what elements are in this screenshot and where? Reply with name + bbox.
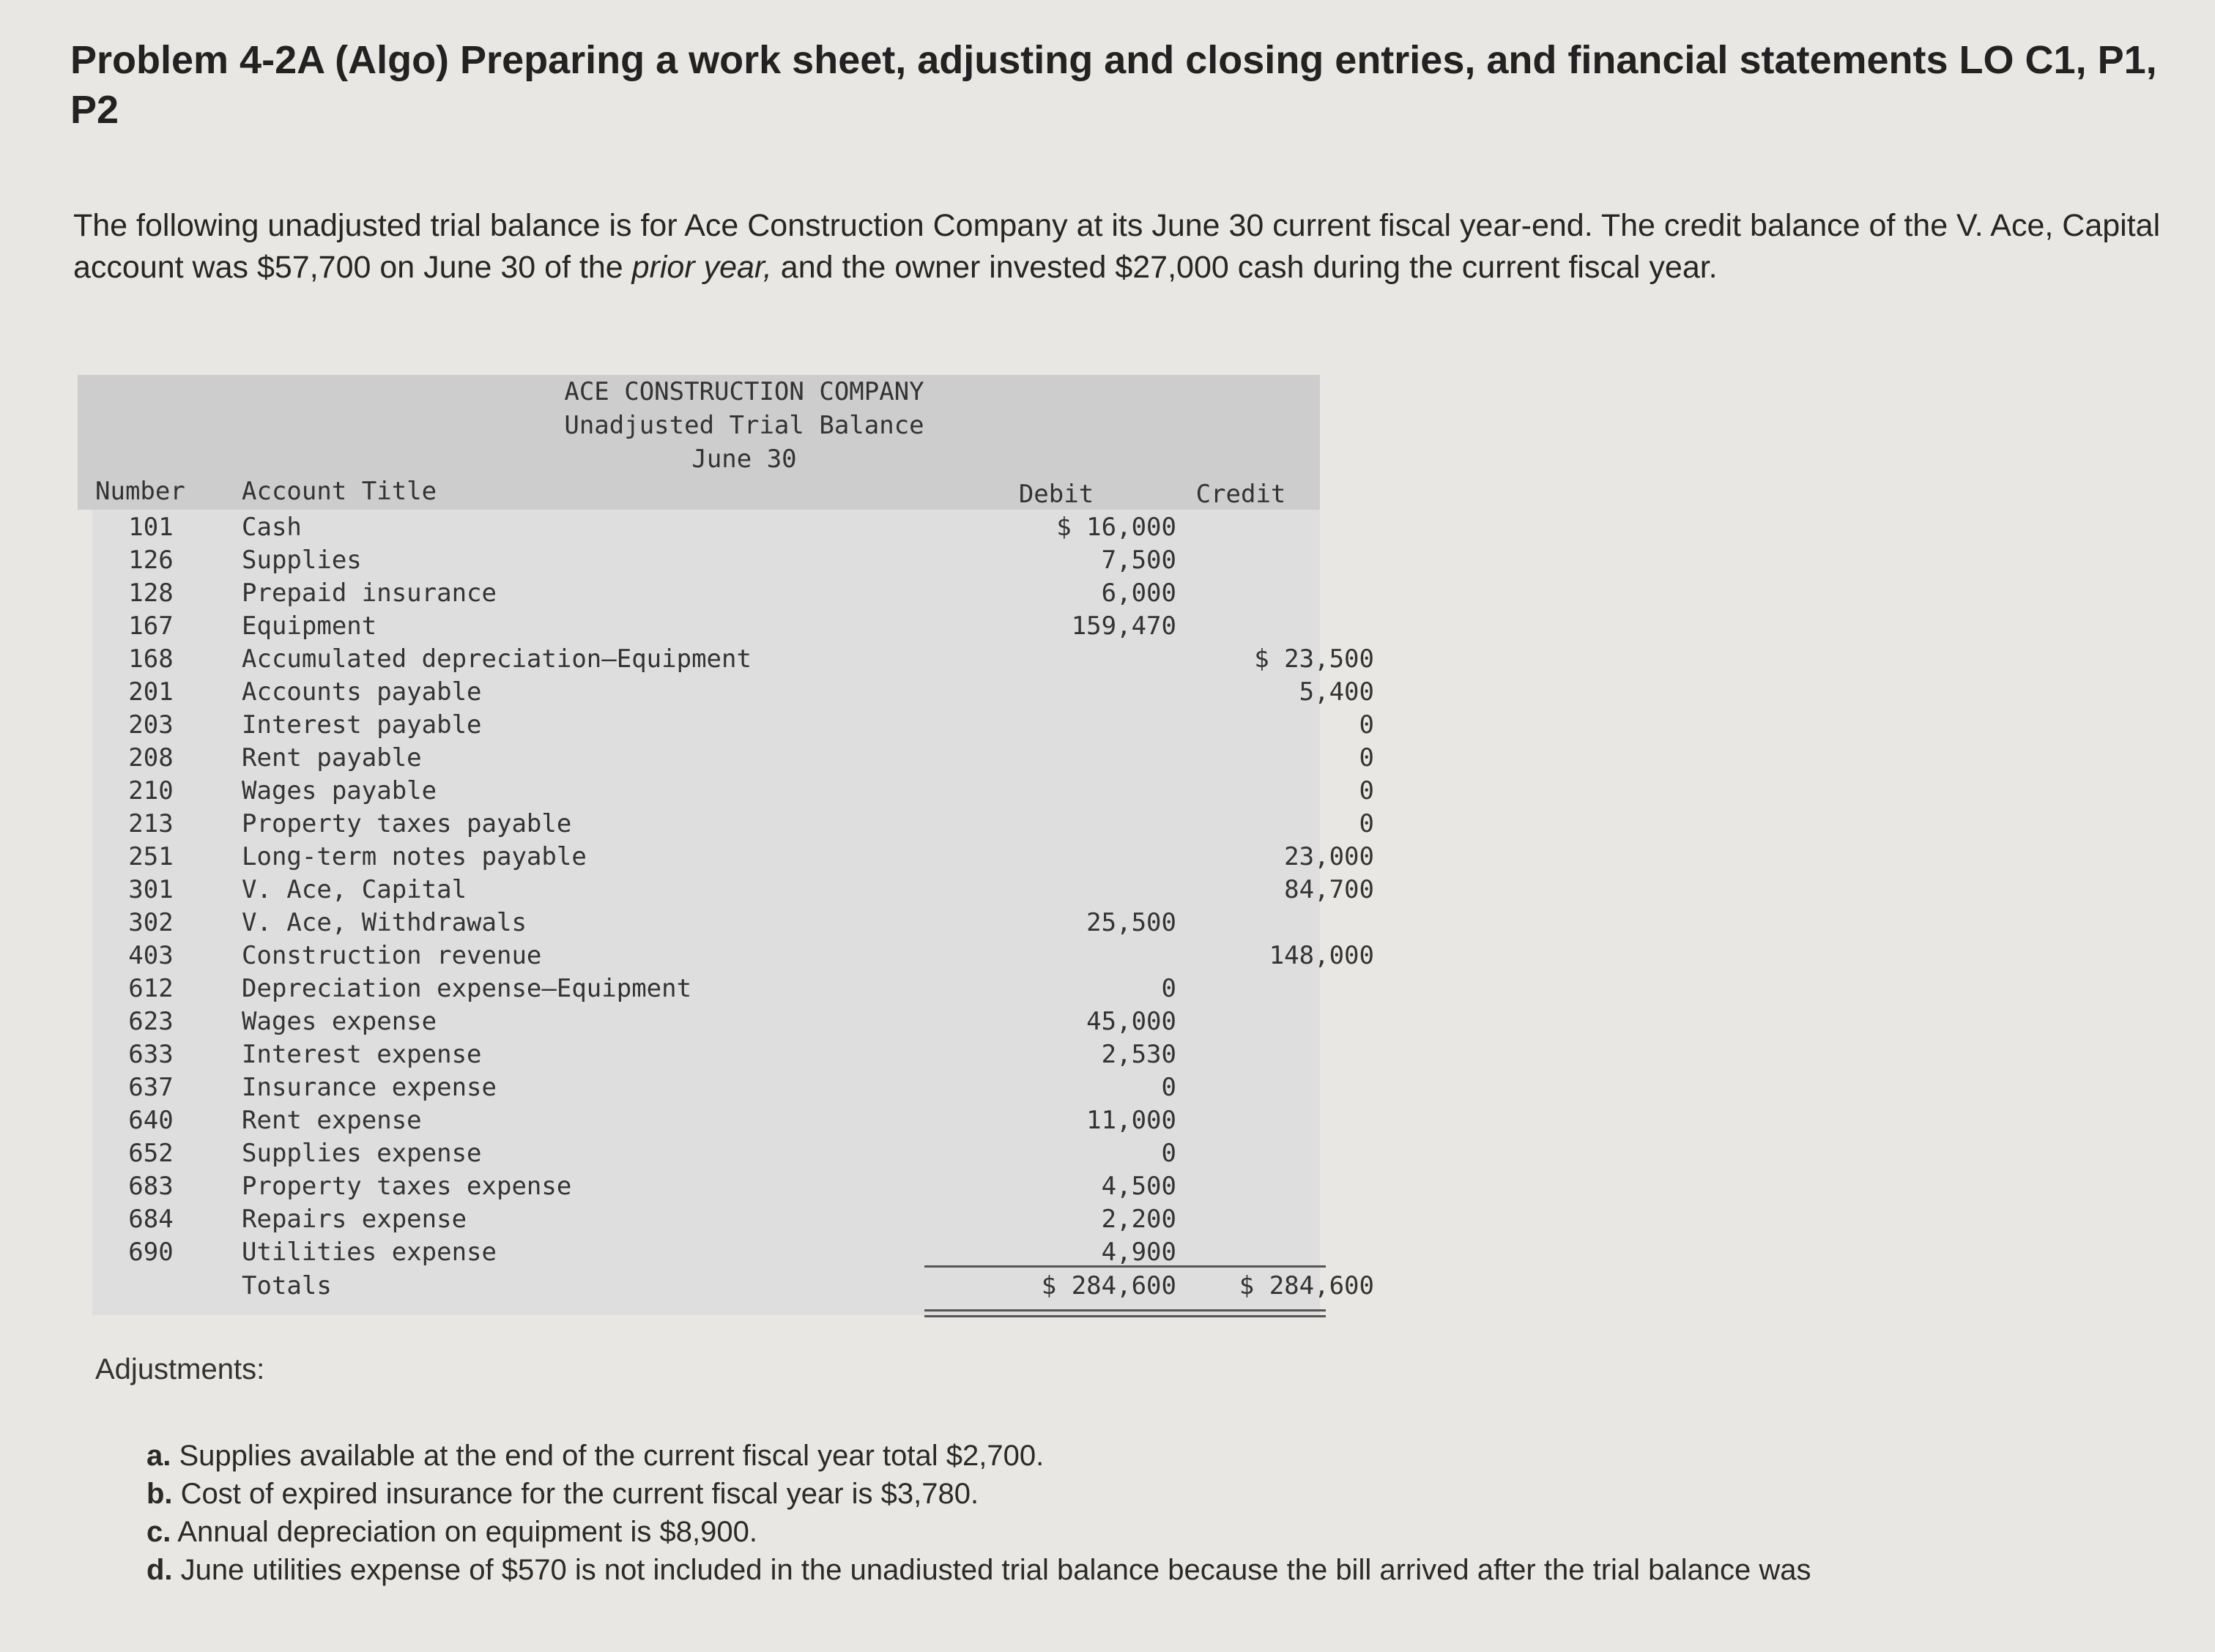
company-name: ACE CONSTRUCTION COMPANY [564,377,924,406]
account-number: 201 [128,677,174,707]
account-number: 302 [128,908,174,937]
adjustment-item [146,1475,2183,1513]
account-title: V. Ace, Withdrawals [242,908,527,937]
credit-amount: 23,000 [1284,842,1374,871]
table-row [78,1071,1320,1104]
debit-amount: 2,200 [1101,1205,1176,1234]
debit-amount: 2,530 [1101,1040,1176,1069]
table-row [78,676,1374,709]
account-number: 623 [128,1007,174,1036]
adjustments-list [146,1437,2183,1589]
adjustment-letter: b. [146,1478,173,1510]
totals-top-rule [924,1265,1326,1268]
account-number: 637 [128,1073,174,1102]
account-number: 210 [128,776,174,805]
account-title: Depreciation expense—Equipment [242,974,692,1003]
table-row [78,1203,1320,1236]
debit-amount: 45,000 [1086,1007,1176,1036]
credit-amount: 0 [1359,743,1374,773]
debit-amount: 25,500 [1086,908,1176,937]
credit-amount: 0 [1359,710,1374,740]
totals-double-rule-2 [924,1315,1326,1317]
account-number: 633 [128,1040,174,1069]
account-title: Interest payable [242,710,482,740]
account-title: Supplies [242,546,362,575]
table-row [78,1236,1320,1269]
account-title: Insurance expense [242,1073,497,1102]
adjustments-label: Adjustments: [95,1353,265,1385]
statement-name: Unadjusted Trial Balance [564,411,924,440]
table-row [78,874,1374,907]
table-row [78,709,1374,742]
account-number: 168 [128,644,174,674]
table-row [78,1104,1320,1137]
table-row [78,1170,1320,1203]
table-row [78,972,1320,1005]
account-title: Property taxes payable [242,809,572,838]
credit-amount: $ 23,500 [1254,644,1374,674]
account-number: 213 [128,809,174,838]
table-row [78,808,1374,841]
table-row [78,742,1374,775]
account-number: 203 [128,710,174,740]
column-header-credit: Credit [1195,480,1286,509]
intro-emphasis: prior year, [631,250,772,285]
debit-amount: 4,500 [1101,1172,1176,1201]
intro-text-after: and the owner invested $27,000 cash during the current fiscal year. [771,250,1718,285]
trial-balance-table [78,375,1374,1320]
account-number: 652 [128,1139,174,1168]
table-row [78,841,1374,874]
account-number: 128 [128,578,174,608]
table-row [78,1038,1320,1071]
adjustment-text: Supplies available at the end of the current fiscal year total $2,700. [179,1440,1045,1472]
table-row [78,544,1320,577]
column-header-number: Number [95,477,185,506]
account-number: 167 [128,611,174,641]
intro-text-before: The following unadjusted trial balance is for Ace Construction Company at its June 30 current fiscal year-end. The credit balance of the V. Ace, Capital account was $57,700 on June 30 of the [73,208,2161,285]
adjustment-letter: c. [146,1516,171,1548]
table-row [78,1137,1320,1170]
adjustment-letter: a. [146,1440,171,1472]
totals-double-rule-1 [924,1309,1326,1311]
account-title: Property taxes expense [242,1172,572,1201]
debit-amount: 11,000 [1086,1106,1176,1135]
account-number: 640 [128,1106,174,1135]
adjustment-text: June utilities expense of $570 is not included in the unadiusted trial balance because the bill arrived after the trial balance was [180,1554,1811,1586]
credit-amount: 0 [1359,776,1374,805]
account-title: Rent payable [242,743,422,773]
account-number: 612 [128,974,174,1003]
debit-amount: 6,000 [1101,578,1176,608]
account-number: 690 [128,1238,174,1267]
adjustment-letter: d. [146,1554,173,1586]
table-row [78,907,1320,940]
debit-amount: 159,470 [1071,611,1176,641]
account-number: 251 [128,842,174,871]
column-header-account: Account Title [242,477,437,506]
account-number: 684 [128,1205,174,1234]
credit-amount: 0 [1359,809,1374,838]
account-title: Repairs expense [242,1205,467,1234]
account-title: Wages expense [242,1007,437,1036]
table-row [78,940,1374,972]
adjustment-item [146,1437,2183,1475]
problem-intro [73,205,2168,289]
account-number: 683 [128,1172,174,1201]
account-title: Cash [242,513,302,542]
table-row [78,775,1374,808]
account-title: Rent expense [242,1106,422,1135]
debit-amount: 0 [1161,1139,1176,1168]
totals-label: Totals [242,1271,332,1301]
table-row [78,1005,1320,1038]
account-number: 101 [128,513,174,542]
adjustment-item [146,1513,2183,1551]
account-title: Supplies expense [242,1139,482,1168]
account-number: 208 [128,743,174,773]
account-title: V. Ace, Capital [242,875,467,904]
problem-title: Problem 4-2A (Algo) Preparing a work sheet, adjusting and closing entries, and financial statements LO C1, P1, P2 [70,38,2157,132]
table-row [78,511,1320,544]
table-row [78,643,1374,676]
adjustment-text: Annual depreciation on equipment is $8,900. [177,1516,757,1548]
adjustment-item [146,1551,2183,1589]
totals-credit: $ 284,600 [1239,1271,1374,1301]
debit-amount: 7,500 [1101,546,1176,575]
debit-amount: 0 [1161,974,1176,1003]
credit-amount: 84,700 [1284,875,1374,904]
debit-amount: 0 [1161,1073,1176,1102]
account-number: 301 [128,875,174,904]
account-title: Long-term notes payable [242,842,587,871]
credit-amount: 5,400 [1299,677,1374,707]
account-title: Equipment [242,611,377,641]
account-title: Utilities expense [242,1238,497,1267]
account-title: Construction revenue [242,941,542,970]
account-title: Wages payable [242,776,437,805]
account-title: Interest expense [242,1040,482,1069]
statement-date: June 30 [691,444,797,474]
debit-amount: 4,900 [1101,1238,1176,1267]
totals-row [78,1270,1374,1303]
column-header-debit: Debit [1018,480,1094,509]
account-title: Accumulated depreciation—Equipment [242,644,752,674]
credit-amount: 148,000 [1269,941,1374,970]
table-row [78,610,1320,643]
totals-debit: $ 284,600 [1041,1271,1176,1301]
account-title: Accounts payable [242,677,482,707]
adjustment-text: Cost of expired insurance for the current fiscal year is $3,780. [180,1478,979,1510]
table-row [78,577,1320,610]
account-number: 126 [128,546,174,575]
account-title: Prepaid insurance [242,578,497,608]
debit-amount: $ 16,000 [1056,513,1176,542]
account-number: 403 [128,941,174,970]
